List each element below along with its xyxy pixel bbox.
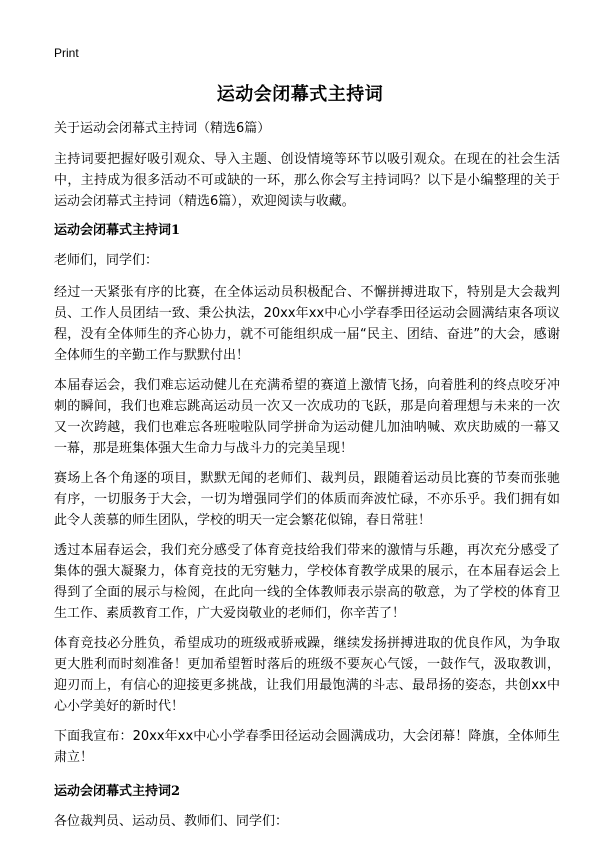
paragraph: 下面我宣布：20xx年xx中心小学春季田径运动会圆满成功，大会闭幕！降旗，全体师生肃立！	[54, 729, 560, 765]
article-body	[54, 120, 560, 843]
article-subtitle: 关于运动会闭幕式主持词（精选6篇）	[54, 121, 271, 136]
print-link[interactable]: Print	[54, 46, 79, 60]
paragraph: 体育竞技必分胜负，希望成功的班级戒骄戒躁，继续发扬拼搏进取的优良作风，为争取更大胜利而时刻准备！更加希望暂时落后的班级不要灰心气馁，一鼓作气，汲取教训，迎刃而上，有信心的迎接更多挑战，让我们用最饱满的斗志、最昂扬的姿态，共创xx中心小学美好的新时代！	[54, 636, 560, 714]
section-heading-1: 运动会闭幕式主持词1	[54, 223, 181, 238]
paragraph: 本届春运会，我们难忘运动健儿在充满希望的赛道上激情飞扬，向着胜利的终点咬牙冲刺的瞬间，我们也难忘跳高运动员一次又一次成功的飞跃，那是向着理想与未来的一次又一次跨越，我们也难忘各班啦啦队同学拼命为运动健儿加油呐喊、欢庆助威的一幕又一幕，那是班集体强大生命力与战斗力的完美呈现！	[54, 378, 560, 456]
section-heading-2: 运动会闭幕式主持词2	[54, 784, 181, 799]
section-greeting-1: 老师们，同学们：	[54, 253, 159, 268]
paragraph: 透过本届春运会，我们充分感受了体育竞技给我们带来的激情与乐趣，再次充分感受了集体的强大凝聚力，体育竞技的无穷魅力，学校体育教学成果的展示，在本届春运会上得到了全面的展示与检阅，在此向一线的全体教师表示崇高的敬意，为了学校的体育卫生工作、素质教育工作，广大爱岗敬业的老师们，你辛苦了！	[54, 543, 560, 621]
paragraph: 经过一天紧张有序的比赛，在全体运动员积极配合、不懈拼搏进取下，特别是大会裁判员、工作人员团结一致、秉公执法，20xx年xx中心小学春季田径运动会圆满结束各项议程，没有全体师生的齐心协力，就不可能组织成一届“民主、团结、奋进”的大会，感谢全体师生的辛勤工作与默默付出！	[54, 285, 560, 363]
section-greeting-2: 各位裁判员、运动员、教师们、同学们：	[54, 814, 289, 829]
intro-paragraph: 主持词要把握好吸引观众、导入主题、创设情境等环节以吸引观众。在现在的社会生活中，主持成为很多活动不可或缺的一环，那么你会写主持词吗？以下是小编整理的关于运动会闭幕式主持词（精选6篇），欢迎阅读与收藏。	[54, 152, 560, 209]
paragraph: 赛场上各个角逐的项目，默默无闻的老师们、裁判员，跟随着运动员比赛的节奏而张驰有序，一切服务于大会，一切为增强同学们的体质而奔波忙碌，不亦乐乎。我们拥有如此令人羡慕的师生团队，学校的明天一定会繁花似锦，春日常驻！	[54, 471, 560, 528]
page-title: 运动会闭幕式主持词	[216, 84, 384, 105]
